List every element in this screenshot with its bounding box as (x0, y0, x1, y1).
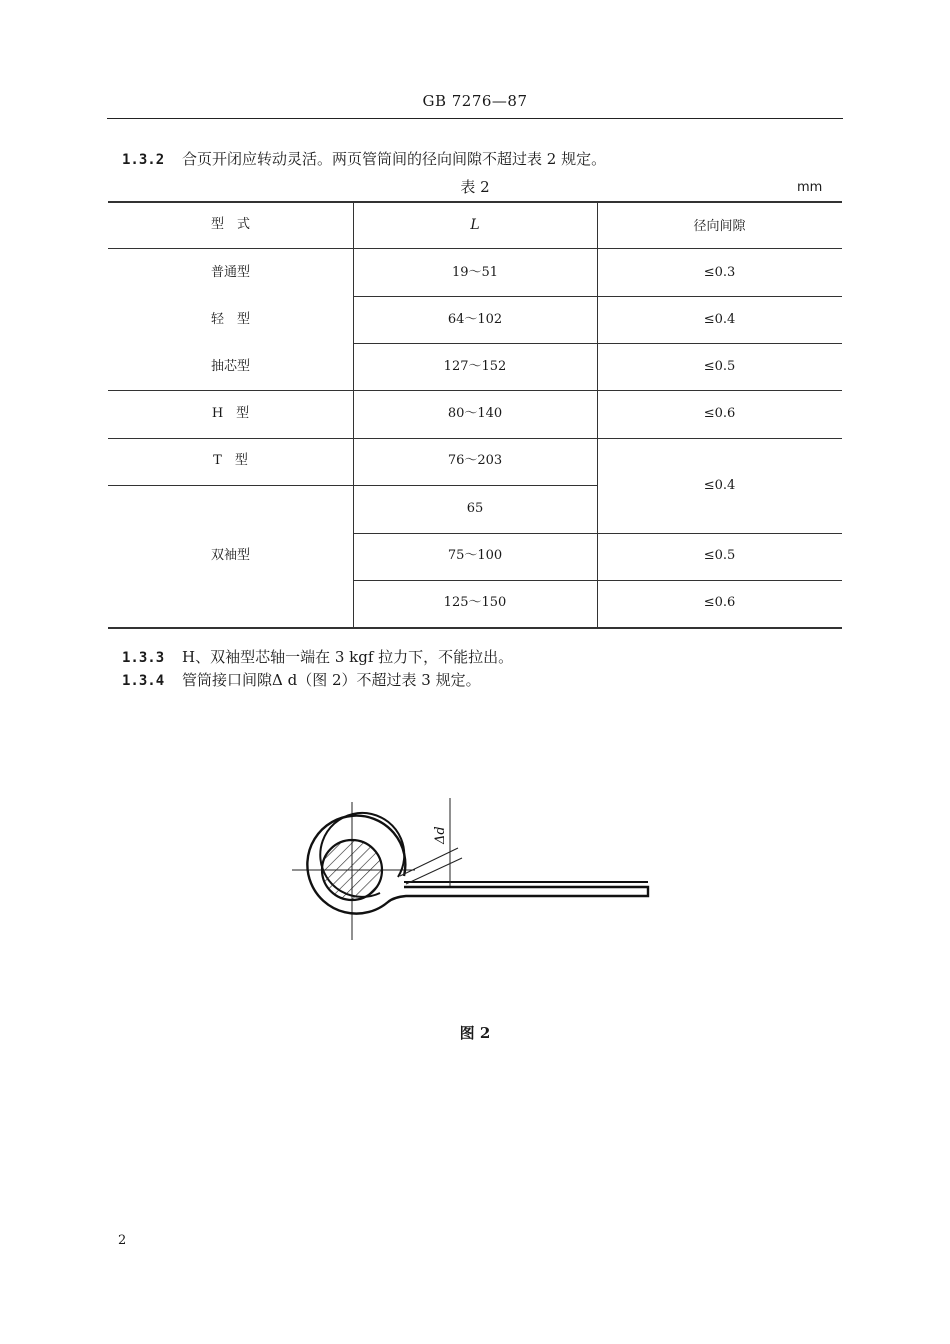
cell-gap: ≤0.5 (703, 359, 736, 374)
table-row-rule (108, 390, 842, 391)
dimension-leader-line (406, 858, 462, 884)
cell-length: 75～100 (447, 548, 503, 563)
cell-type: 普通型 (210, 265, 250, 280)
clause-number: 1.3.2 (122, 152, 165, 168)
table-unit: mm (797, 180, 823, 195)
cell-gap: ≤0.3 (703, 265, 736, 280)
cell-gap: ≤0.6 (703, 406, 736, 421)
cell-length: 64～102 (447, 312, 503, 327)
cell-type: 轻 型 (210, 312, 250, 327)
clause-1-3-3 (122, 646, 513, 667)
cell-length: 80～140 (447, 406, 503, 421)
table-caption: 表 2 (460, 178, 490, 196)
cell-gap: ≤0.4 (703, 312, 736, 327)
clause-1-3-2 (122, 148, 606, 169)
figure-caption: 图 2 (459, 1024, 491, 1042)
dimension-leader-line (400, 848, 458, 876)
header-rule (107, 118, 843, 119)
cell-length: 65 (466, 501, 484, 516)
pin-hatching (320, 838, 384, 902)
table-bottom-rule (108, 627, 842, 629)
cell-length: 125～150 (443, 595, 507, 610)
table-top-rule (108, 201, 842, 203)
table-2 (108, 201, 842, 629)
cell-length: 19～51 (451, 265, 499, 280)
clause-text: 合页开闭应转动灵活。两页管筒间的径向间隙不超过表 2 规定。 (182, 150, 607, 168)
cell-type: 抽芯型 (210, 359, 250, 374)
clause-text: 管筒接口间隙Δ d（图 2）不超过表 3 规定。 (182, 671, 481, 689)
cell-type: H 型 (211, 406, 250, 421)
clause-number: 1.3.3 (122, 650, 165, 666)
column-header: 径向间隙 (693, 219, 746, 234)
cell-length: 127～152 (443, 359, 507, 374)
standard-code: GB 7276—87 (422, 92, 528, 110)
clause-number: 1.3.4 (122, 673, 165, 689)
page-number: 2 (118, 1233, 127, 1248)
cell-gap: ≤0.4 (703, 478, 736, 493)
dimension-label: Δd (433, 826, 448, 844)
clause-1-3-4 (122, 669, 481, 690)
column-header: 型 式 (210, 217, 250, 232)
column-header: L (470, 217, 480, 233)
cell-gap: ≤0.5 (703, 548, 736, 563)
table-row-rule (108, 438, 842, 439)
table-header-rule (108, 248, 842, 249)
cell-type: T 型 (213, 453, 248, 468)
clause-text: H、双袖型芯轴一端在 3 kgf 拉力下，不能拉出。 (182, 648, 514, 666)
cell-length: 76～203 (447, 453, 503, 468)
hinge-section-figure (280, 790, 670, 950)
cell-gap: ≤0.6 (703, 595, 736, 610)
cell-type: 双袖型 (210, 548, 250, 563)
